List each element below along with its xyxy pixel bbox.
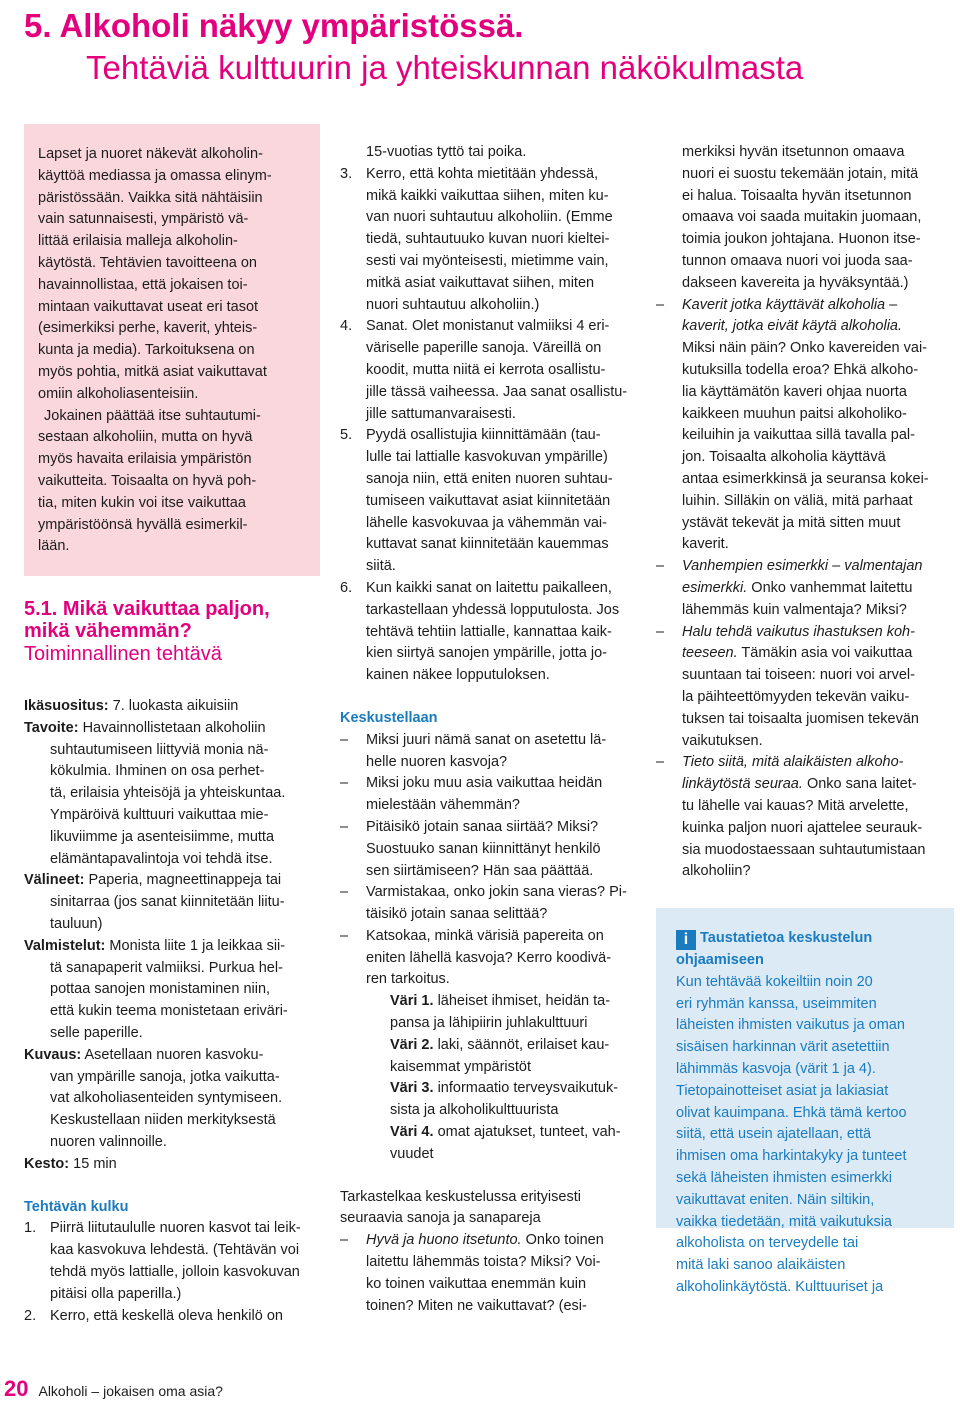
pair-1: – Hyvä ja huono itsetunto. Onko toinen laitettu lähemmäs toista? Miksi? Voi- ko toinen vaikuttaa enemmän kuin toinen? Miten ne vaikuttavat? (esi- [340,1232,604,1314]
step-2: 2. Kerro, että keskellä oleva henkilö on [24,1307,283,1324]
info-box-text: Kun tehtävää kokeiltiin noin 20 eri ryhmän kanssa, useimmiten läheisten ihmisten vaikutus ja oman sisäisen harkinnan värit asetettiin lähimmäs kasvoja (värit 1 ja 4). Tietopainotteiset asiat ja lakiasiat olivat kauimpana. Ehkä tämä kertoo siitä, että usein ajatellaan, että ihmisen oma harkintakyky ja tunteet sekä läheisten ihmisten esimerkki vaikuttavat eniten. Näin siltikin, vaikka tiedetään, mitä vaikutuksia alkoholista on terveydelle tai mitä laki sanoo alaikäisten alkoholinkäytöstä. Kulttuuriset ja [676,973,907,1295]
page-title: 5. Alkoholi näkyy ympäristössä. [24,7,524,44]
step-3: 3. Kerro, että kohta mietitään yhdessä, mikä kaikki vaikuttaa siihen, miten ku- van nuori suhtautuu alkoholiin. (Emme tiedä, suhtautuuko kuvan nuori kieltei- sesti vai myönteisesti, mietimme vain, mitkä asiat vaikuttavat siihen, miten nuori suhtautuu alkoholiin.) [340,165,613,313]
question-1: – Miksi juuri nämä sanat on asetettu lä- helle nuoren kasvoja? [340,731,607,770]
middle-column [340,142,640,1317]
step-6: 6. Kun kaikki sanat on laitettu paikalleen, tarkastellaan yhdessä lopputulosta. Jos tehtävä tehtiin lattialle, kannattaa kaik- kien siirtyä sanojen ympärille, jotta jo- kainen näkee lopputuloksen. [340,579,620,684]
pair-3: – Vanhempien esimerkki – valmentajan esimerkki. Onko vanhemmat laitettu lähemmäs kuin valmentaja? Miksi? [656,558,923,618]
question-5: – Katsokaa, minkä värisiä papereita on eniten lähellä kasvoja? Kerro koodivä- ren tarkoitus. [340,927,612,988]
task-tools: Välineet: Paperia, magneettinappeja tai sinitarraa (jos sanat kiinnitetään liitu- tauluun) [24,872,285,932]
publication-name: Alkoholi – jokaisen oma asia? [38,1383,223,1399]
color-4: Väri 4. omat ajatukset, tunteet, vah- vuudet [390,1124,621,1162]
step-5: 5. Pyydä osallistujia kiinnittämään (tau- lulle tai lattialle kasvokuvan ympärille) sanoja niin, että eniten nuoren suhtau- tumiseen vaikuttavat asiat kiinnitetään lähelle kasvokuvaa ja vähemmän vai- kuttavat sanat kiinnitetään kauemmas siitä. [340,427,613,575]
color-1: Väri 1. läheiset ihmiset, heidän ta- pansa ja lähipiirin juhlakulttuuri [390,993,611,1032]
task-goal: Tavoite: Havainnollistetaan alkoholiin suhtautumiseen liittyviä monia nä- kökulmia. Ihminen on osa perhet- tä, erilaisia yhteisöjä ja yhteiskuntaa. Ympäröivä kulttuuri vaikuttaa mie- likuviimme ja asenteisiimme, mutta elämäntapavalintoja voi tehdä itse. [24,719,286,867]
info-box-title: i Taustatietoa keskustelun ohjaamiseen [676,930,873,968]
step-4: 4. Sanat. Olet monistanut valmiiksi 4 eri- väriselle paperille sanoja. Väreillä on koodit, mutta niitä ei kerrota osallistu- jille tässä vaiheessa. Jaa sanat osallistu- jille sattumanvaraisesti. [340,318,628,422]
age-recommendation: Ikäsuositus: 7. luokasta aikuisiin [24,698,239,714]
pair-2: – Kaverit jotka käyttävät alkoholia – kaverit, jotka eivät käytä alkoholia. Miksi näin päin? Onko kavereiden vai- kutuksilla todella eroa? Ehkä alkoho- lia käyttämätön kaveri ohjaa nuorta kaikkeen muuhun paitsi alkoholiko- keiluihin ja vaikuttaa sillä tavalla pal- jon. Toisaalta alkoholia käyttävä antaa esimerkkinsä ja seuransa kokei- luihin. Silläkin on väliä, mitä parhaat ystävät tekevät ja mitä sitten muut kaverit. [656,296,929,553]
info-icon: i [676,930,696,950]
step-1: 1. Piirrä liitutaululle nuoren kasvot tai leik- kaa kasvokuva lehdestä. (Tehtävän voi tehdä myös lattialle, jolloin kasvokuvan pitäisi olla paperilla.) [24,1220,301,1302]
color-3: Väri 3. informaatio terveysvaikutuk- sista ja alkoholikulttuurista [390,1080,619,1119]
color-2: Väri 2. laki, säännöt, erilaiset kau- kaisemmat ympäristöt [390,1036,610,1075]
intro-paragraph-2: Jokainen päättää itse suhtautumi- sestaan alkoholiin, mutta on hyvä myös havaita erilaisia ympäristön vaikutteita. Toisaalta on hyvä poh- tia, miten kukin voi itse vaikuttaa ympäristöönsä hyvällä esimerkil- lään. [38,407,261,555]
question-2: – Miksi joku muu asia vaikuttaa heidän mielestään vähemmän? [340,775,603,814]
background-info-box [656,908,954,1295]
task-heading: 5.1. Mikä vaikuttaa paljon, mikä vähemmän? [24,598,270,642]
question-3: – Pitäisikö jotain sanaa siirtää? Miksi? Suostuuko sanan kiinnittänyt henkilö sen siirtämiseen? Hän saa päättää. [340,818,601,879]
question-4: – Varmistakaa, onko jokin sana vieras? Pi- täisikö jotain sanaa selittää? [340,884,627,923]
task-preparation: Valmistelut: Monista liite 1 ja leikkaa sii- tä sanapaperit valmiiksi. Purkua hel- pottaa sanojen monistaminen niin, että kukin teema monistetaan eriväri- selle paperille. [24,937,288,1041]
task-column [24,598,324,1327]
pair-4: – Halu tehdä vaikutus ihastuksen koh- teeseen. Tämäkin asia voi vaikuttaa suuntaan tai toiseen: nuori voi arvel- la päihteettömyyden tekevän vaiku- tuksen tai toisaalta juomisen tekevän vaikutuksen. [656,623,919,749]
flow-heading: Tehtävän kulku [24,1198,129,1215]
task-description: Kuvaus: Asetellaan nuoren kasvoku- van ympärille sanoja, jotka vaikutta- vat alkoholiasenteiden syntymiseen. Keskustellaan niiden merkityksestä nuoren valinnoille. [24,1046,283,1150]
task-duration: Kesto: 15 min [24,1155,117,1172]
intro-paragraph-1: Lapset ja nuoret näkevät alkoholin- käyttöä mediassa ja omassa elinym- päristössään. Vaikka sitä nähtäisiin vain satunnaisesti, ympäristö vä- littää erilaisia malleja alkoholin- käytöstä. Tehtävien tavoitteena on havainnollistaa, että jokaisen toi- mintaan vaikuttavat useat eri tasot (esimerkiksi perhe, kaverit, yhteis- kunta ja media). Tarkoituksena on myös pohtia, mitkä asiat vaikuttavat omiin alkoholiasenteisiin. [38,146,272,402]
step-2-continued: 15-vuotias tyttö tai poika. [366,144,527,160]
page-subtitle: Tehtäviä kulttuurin ja yhteiskunnan näkökulmasta [86,49,804,86]
page-number: 20 [4,1376,29,1401]
pair-5: – Tieto siitä, mitä alaikäisten alkoho- linkäytöstä seuraa. Onko sana laitet- tu lähelle vai kauas? Mitä arvelette, kuinka paljon nuori ajattelee seurauk- sia muodostaessaan suhtautumistaan alkoholiin? [656,754,926,880]
discussion-heading: Keskustellaan [340,709,438,726]
right-column [656,142,956,883]
intro-box [24,124,320,576]
page-footer [4,1378,223,1403]
task-type: Toiminnallinen tehtävä [24,643,222,665]
pair-1-continued: merkiksi hyvän itsetunnon omaava nuori ei suostu tekemään jotain, mitä ei halua. Toisaalta hyvän itsetunnon omaava voi saada muitakin juomaan, toimia joukon johtajana. Huonon itse- tunnon omaava nuori voi juoda saa- dakseen kavereita ja hyväksyntää.) [682,144,922,291]
pairs-intro: Tarkastelkaa keskustelussa erityisesti seuraavia sanoja ja sanapareja [340,1188,581,1227]
